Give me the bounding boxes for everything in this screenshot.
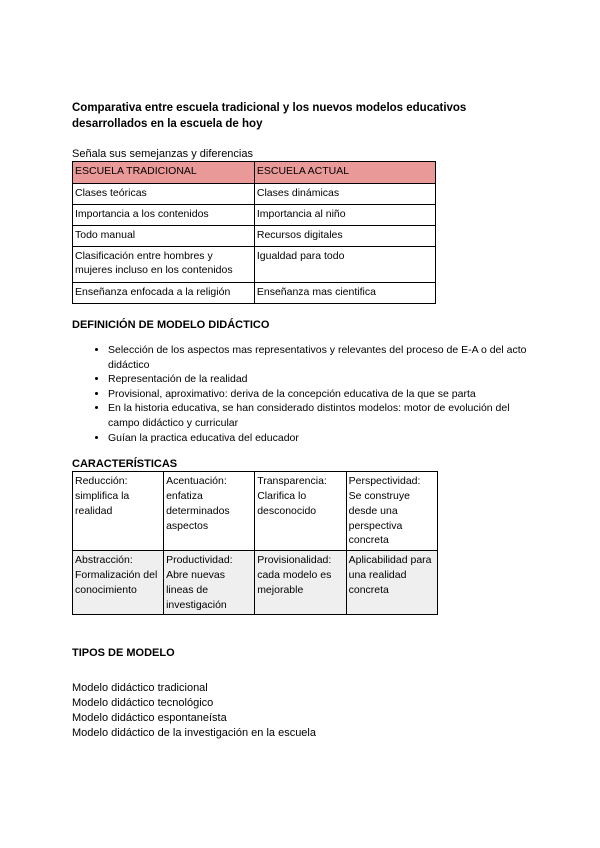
list-item: Modelo didáctico espontaneísta — [72, 712, 227, 725]
traditional-cell: Clases teóricas — [73, 184, 255, 205]
table-row — [73, 184, 436, 205]
traditional-cell: Enseñanza enfocada a la religión — [73, 283, 255, 304]
comparison-table — [72, 161, 436, 304]
definition-list — [72, 343, 532, 445]
document-page — [72, 100, 532, 741]
current-cell: Clases dinámicas — [254, 184, 435, 205]
list-item: Modelo didáctico tradicional — [72, 682, 208, 695]
table-row — [73, 205, 436, 226]
table-row — [73, 472, 438, 551]
list-item: • Guían la practica educativa del educador — [108, 431, 532, 446]
characteristic-cell: Transparencia: Clarifica lo desconocido — [255, 472, 346, 551]
list-item: • Representación de la realidad — [108, 372, 532, 387]
traditional-cell: Clasificación entre hombres y mujeres incluso en los contenidos — [73, 247, 255, 283]
title-line-2: desarrollados en la escuela de hoy — [72, 118, 263, 130]
characteristic-cell: Acentuación: enfatiza determinados aspectos — [164, 472, 255, 551]
header-current: ESCUELA ACTUAL — [254, 162, 435, 184]
list-item: Modelo didáctico tecnológico — [72, 697, 214, 710]
types-heading: TIPOS DE MODELO — [72, 647, 175, 660]
document-title — [72, 100, 532, 132]
characteristics-table — [72, 471, 438, 615]
characteristic-cell: Abstracción: Formalización del conocimiento — [73, 551, 164, 615]
types-list — [72, 681, 532, 741]
characteristic-cell: Perspectividad: Se construye desde una perspectiva concreta — [346, 472, 437, 551]
characteristic-cell: Provisionalidad: cada modelo es mejorable — [255, 551, 346, 615]
current-cell: Igualdad para todo — [254, 247, 435, 283]
table-row — [73, 226, 436, 247]
list-item: • Selección de los aspectos mas representativos y relevantes del proceso de E-A o del acto didáctico — [108, 343, 532, 372]
header-traditional: ESCUELA TRADICIONAL — [73, 162, 255, 184]
characteristics-heading: CARACTERÍSTICAS — [72, 458, 178, 471]
characteristic-cell: Productividad: Abre nuevas lineas de investigación — [164, 551, 255, 615]
current-cell: Recursos digitales — [254, 226, 435, 247]
table-row — [73, 283, 436, 304]
traditional-cell: Importancia a los contenidos — [73, 205, 255, 226]
current-cell: Importancia al niño — [254, 205, 435, 226]
list-item: • En la historia educativa, se han considerado distintos modelos: motor de evolución del campo didáctico y curricular — [108, 401, 532, 430]
characteristic-cell: Reducción: simplifica la realidad — [73, 472, 164, 551]
definition-heading: DEFINICIÓN DE MODELO DIDÁCTICO — [72, 319, 270, 331]
list-item: • Provisional, aproximativo: deriva de la concepción educativa de la que se parta — [108, 387, 532, 402]
characteristic-cell: Aplicabilidad para una realidad concreta — [346, 551, 437, 615]
comparison-header-row — [73, 162, 436, 184]
table-row — [73, 247, 436, 283]
traditional-cell: Todo manual — [73, 226, 255, 247]
current-cell: Enseñanza mas cientifica — [254, 283, 435, 304]
title-line-1: Comparativa entre escuela tradicional y los nuevos modelos educativos — [72, 102, 467, 114]
instructions-text: Señala sus semejanzas y diferencias — [72, 148, 253, 160]
table-row — [73, 551, 438, 615]
list-item: Modelo didáctico de la investigación en la escuela — [72, 727, 316, 740]
